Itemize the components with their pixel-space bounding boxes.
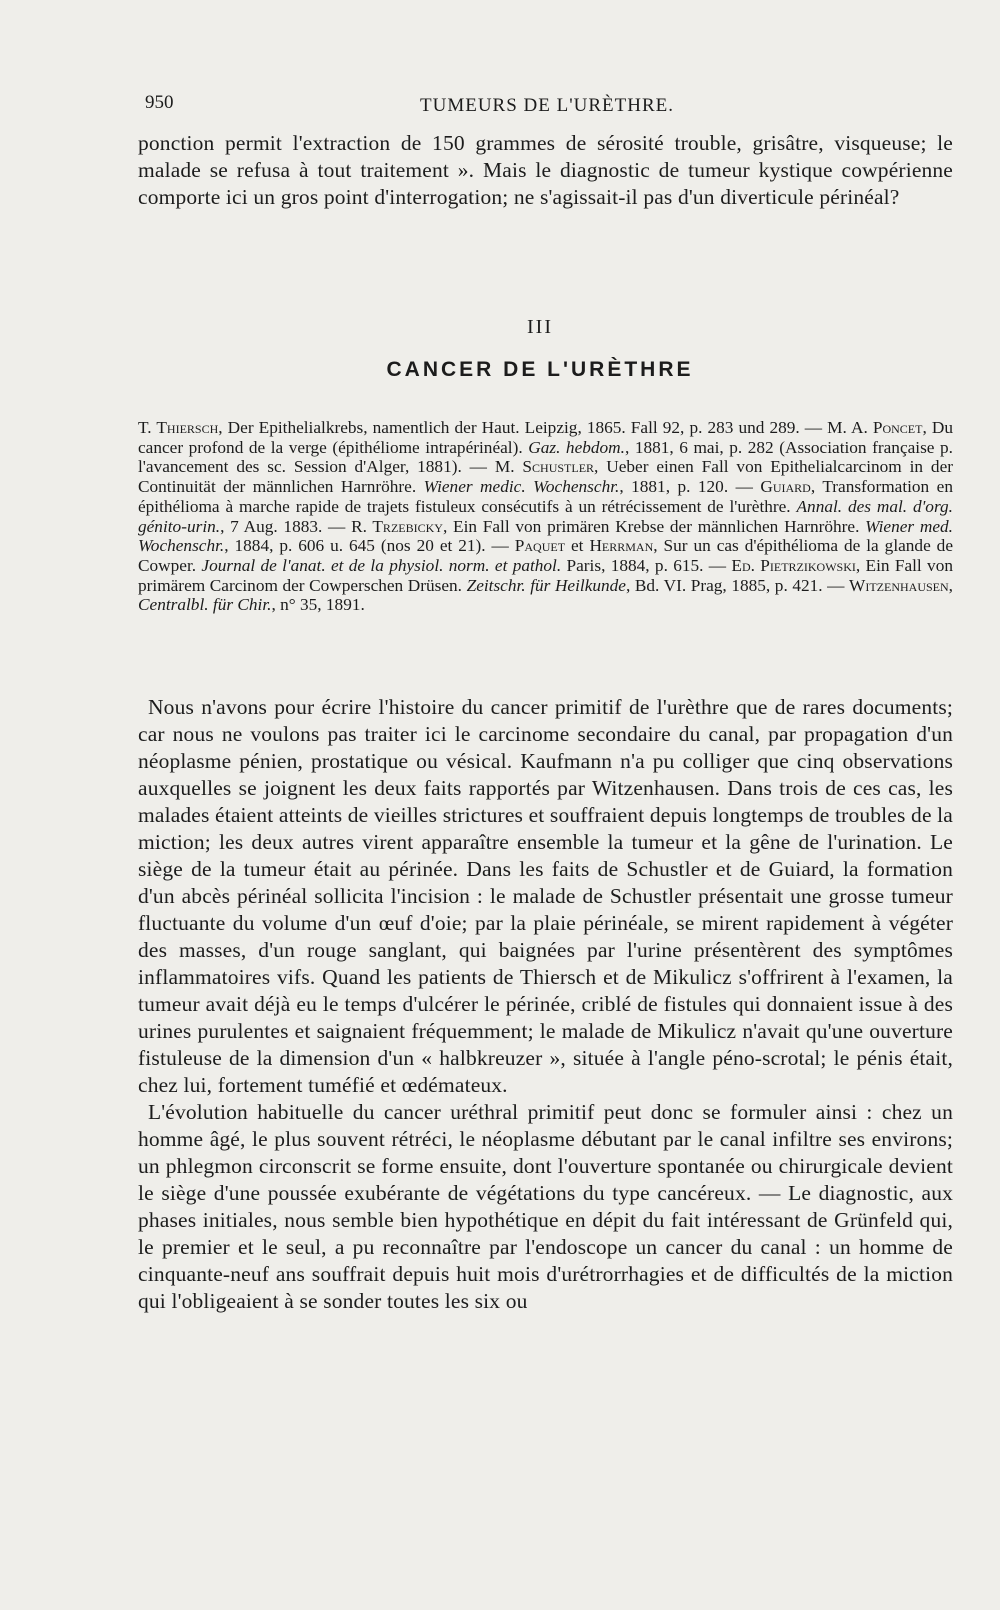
continued-paragraph: ponction permit l'extraction de 150 grammes de sérosité trouble, grisâtre, visqueuse; le malade se refusa à tout traitement ». Mais le diagnostic de tumeur kystique cowpérienne comporte ici un gros point d'interrogation; ne s'agissait-il pas d'un diverticule périnéal? — [138, 131, 953, 209]
running-head — [145, 92, 945, 122]
reference-pietrzikowski: Ed. Pietrzikowski, Ein Fall von primärem Carcinom der Cowperschen Drüsen. Zeitschr. für Heilkunde, Bd. VI. Prag, 1885, p. 421. — — [138, 555, 953, 595]
reference-witzenhausen: Witzenhausen, Centralbl. für Chir., n° 35, 1891. — [138, 575, 953, 615]
section-title: CANCER DE L'URÈTHRE — [386, 358, 694, 381]
reference-guiard: Guiard, Transformation en épithélioma à marche rapide de trajets fistuleux consécutifs à un rétrécissement de l'urèthre. Annal. des mal. d'org. génito-urin., 7 Aug. 1883. — — [138, 477, 953, 536]
main-text — [138, 694, 953, 1315]
reference-trzebicky: R. Trzebicky, Ein Fall von primären Krebse der männlichen Harnröhre. Wiener med. Wochenschr., 1884, p. 606 u. 645 (nos 20 et 21). — — [138, 516, 953, 556]
reference-poncet: M. A. Poncet, Du cancer profond de la verge (épithéliome intrapérinéal). Gaz. hebdom., 1881, 6 mai, p. 282 (Association française p. l'avancement des sc. Session d'Alger, 1881). — — [138, 418, 954, 477]
page-number: 950 — [145, 92, 174, 113]
paragraph: L'évolution habituelle du cancer uréthral primitif peut donc se formuler ainsi : chez un homme âgé, le plus souvent rétréci, le néoplasme débutant par le canal infiltre ses environs; un phlegmon circonscrit se forme ensuite, dont l'ouverture spontanée ou chirurgicale devient le siège d'une poussée exubérante de végétations du type cancéreux. — Le diagnostic, aux phases initiales, nous semble bien hypothétique en dépit du fait intéressant de Grünfeld qui, le premier et le seul, a pu reconnaître par l'endoscope un cancer du canal : un homme de cinquante-neuf ans souffrait depuis huit mois d'urétrorrhagies et de difficultés de la miction qui l'obligeaient à se sonder toutes les six ou — [138, 1100, 953, 1313]
bibliography — [138, 418, 953, 615]
paragraph: Nous n'avons pour écrire l'histoire du cancer primitif de l'urèthre que de rares documents; car nous ne voulons pas traiter ici le carcinome secondaire du canal, par propagation d'un néoplasme pénien, prostatique ou vésical. Kaufmann n'a pu colliger que cinq observations auxquelles se joignent les deux faits rapportés par Witzenhausen. Dans trois de ces cas, les malades étaient atteints de vieilles strictures et souffraient depuis longtemps de troubles de la miction; les deux autres virent apparaître ensemble la tumeur et la gêne de l'urination. Le siège de la tumeur était au périnée. Dans les faits de Schustler et de Guiard, la formation d'un abcès périnéal sollicita l'incision : le malade de Schustler présentait une grosse tumeur fluctuante du volume d'un œuf d'oie; par la plaie périnéale, se mirent rapidement à végéter des masses, d'un rouge sanglant, qui baignées par l'urine présentèrent des symptômes inflammatoires vifs. Quand les patients de Thiersch et de Mikulicz s'offrirent à l'examen, la tumeur avait déjà eu le temps d'ulcérer le périnée, criblé de fistules qui donnaient issue à des urines purulentes et saignaient fréquemment; le malade de Mikulicz n'avait qu'une ouverture fistuleuse de la dimension d'un « halbkreuzer », située à l'angle péno-scrotal; le pénis était, chez lui, fortement tuméfié et œdémateux. — [138, 695, 953, 1097]
reference-paquet-herrman: Paquet et Herrman, Sur un cas d'épithélioma de la glande de Cowper. Journal de l'anat. et de la physiol. norm. et pathol. Paris, 1884, p. 615. — — [138, 536, 953, 575]
section-number: III — [527, 316, 553, 338]
running-title: TUMEURS DE L'URÈTHRE. — [420, 95, 675, 116]
reference-thiersch: T. Thiersch, Der Epithelialkrebs, namentlich der Haut. Leipzig, 1865. Fall 92, p. 283 und 289. — — [138, 418, 828, 437]
reference-schustler: M. Schustler, Ueber einen Fall von Epithelialcarcinom in der Continuität der männlichen Harnröhre. Wiener medic. Wochenschr., 1881, p. 120. — — [138, 457, 953, 497]
